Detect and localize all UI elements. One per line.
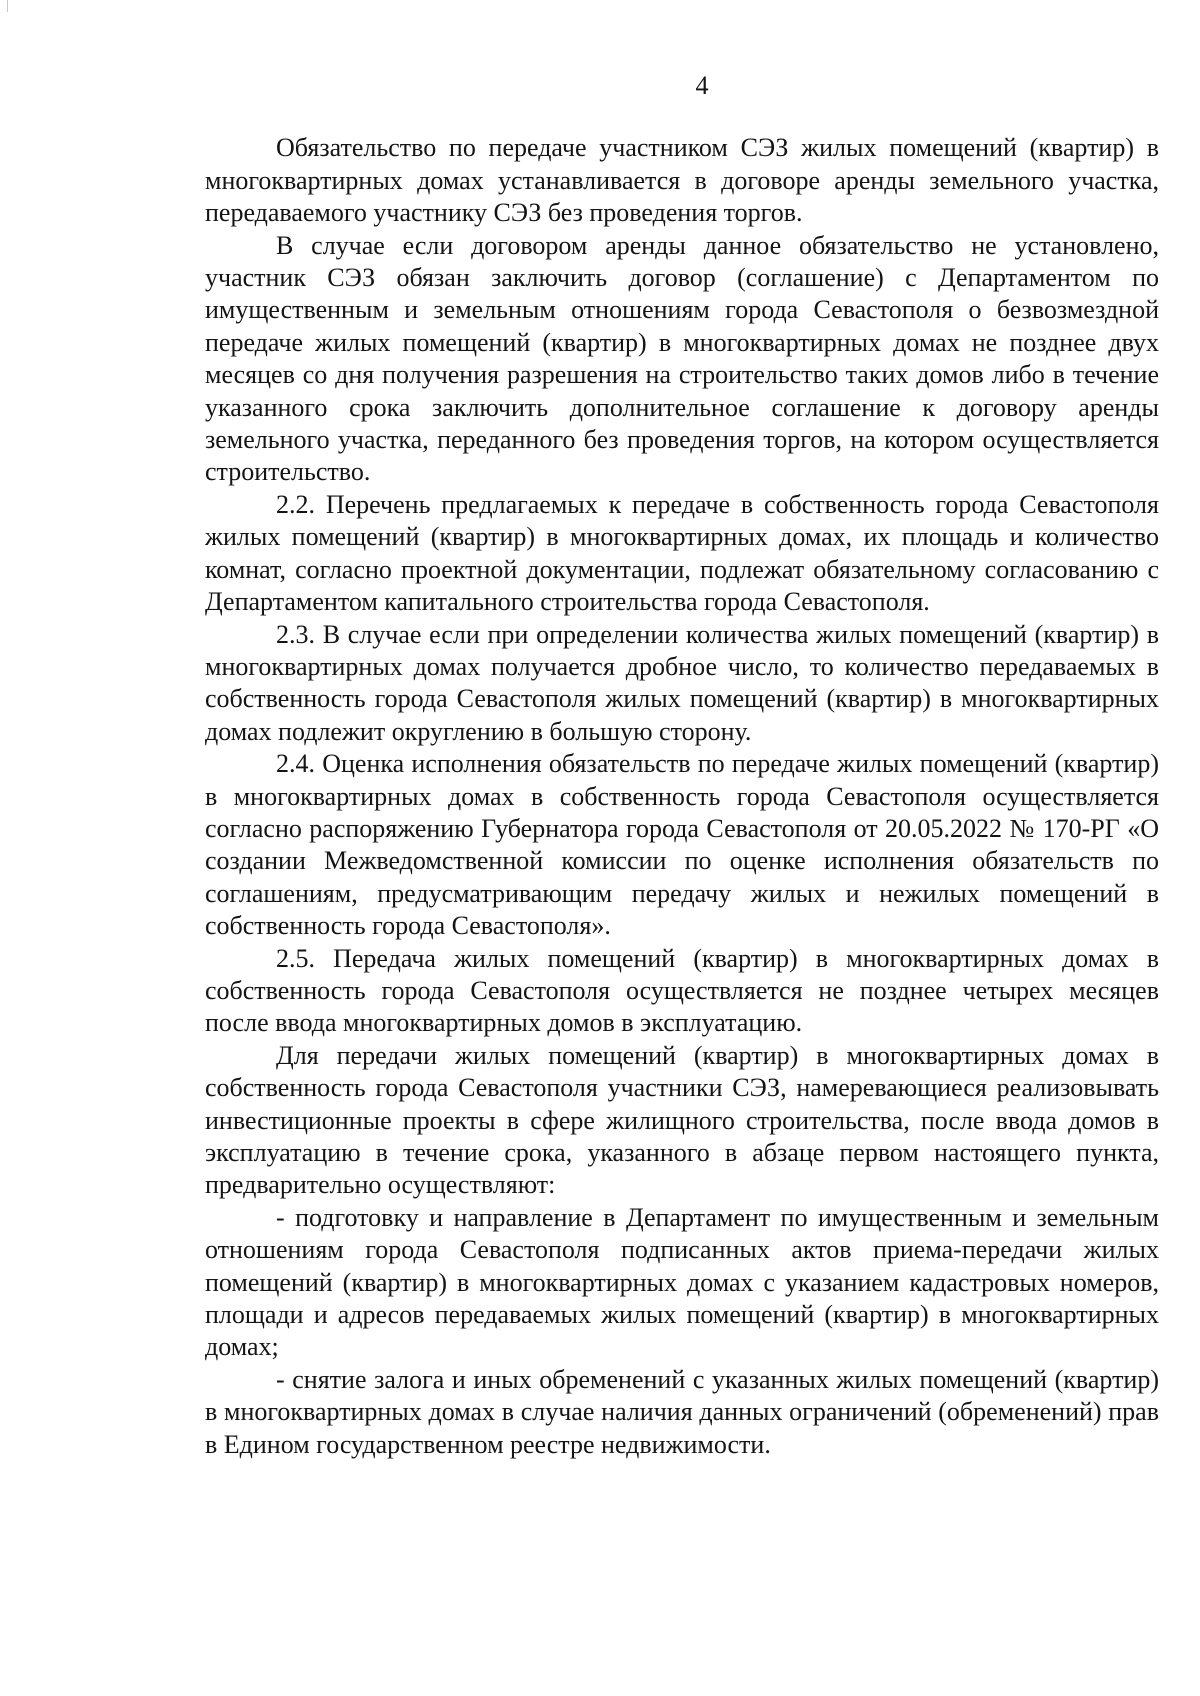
- scan-edge-mark: [7, 0, 8, 12]
- list-item-acts-submission: - подготовку и направление в Департамент по имущественным и земельным отношениям города Севастополя подписанных актов приема-передачи жилых помещений (квартир) в многоквартирных домах с указанием кадастровых номеров, площади и адресов передаваемых жилых помещений (квартир) в многоквартирных домах;: [205, 1202, 1159, 1362]
- page-number: 4: [695, 71, 709, 100]
- paragraph-2-5-transfer-deadline: 2.5. Передача жилых помещений (квартир) в многоквартирных домах в собственность города Севастополя осуществляется не позднее четырех месяцев после ввода многоквартирных домов в эксплуатацию.: [205, 943, 1159, 1038]
- document-page: [205, 70, 1159, 1461]
- paragraph-transfer-preparation: Для передачи жилых помещений (квартир) в многоквартирных домах в собственность города Севастополя участники СЭЗ, намеревающиеся реализовывать инвестиционные проекты в сфере жилищного строительства, после ввода домов в эксплуатацию в течение срока, указанного в абзаце первом настоящего пункта, предварительно осуществляют:: [205, 1040, 1159, 1200]
- paragraph-2-2-list-approval: 2.2. Перечень предлагаемых к передаче в собственность города Севастополя жилых помещений (квартир) в многоквартирных домах, их площадь и количество комнат, согласно проектной документации, подлежат обязательному согласованию с Департаментом капитального строительства города Севастополя.: [205, 489, 1159, 617]
- paragraph-2-4-assessment: 2.4. Оценка исполнения обязательств по передаче жилых помещений (квартир) в многоквартирных домах в собственность города Севастополя осуществляется согласно распоряжению Губернатора города Севастополя от 20.05.2022 № 170-РГ «О создании Межведомственной комиссии по оценке исполнения обязательств по соглашениям, предусматривающим передачу жилых и нежилых помещений в собственность города Севастополя».: [205, 749, 1159, 941]
- paragraph-agreement-department: В случае если договором аренды данное обязательство не установлено, участник СЭЗ обязан заключить договор (соглашение) с Департаментом по имущественным и земельным отношениям города Севастополя о безвозмездной передаче жилых помещений (квартир) в многоквартирных домах не позднее двух месяцев со дня получения разрешения на строительство таких домов либо в течение указанного срока заключить дополнительное соглашение к договору аренды земельного участка, переданного без проведения торгов, на котором осуществляется строительство.: [205, 230, 1159, 487]
- list-item-encumbrance-removal: - снятие залога и иных обременений с указанных жилых помещений (квартир) в многоквартирных домах в случае наличия данных ограничений (обременений) прав в Едином государственном реестре недвижимости.: [205, 1364, 1159, 1459]
- paragraph-obligation-lease: Обязательство по передаче участником СЭЗ жилых помещений (квартир) в многоквартирных домах устанавливается в договоре аренды земельного участка, передаваемого участнику СЭЗ без проведения торгов.: [205, 133, 1159, 228]
- paragraph-2-3-rounding: 2.3. В случае если при определении количества жилых помещений (квартир) в многоквартирных домах получается дробное число, то количество передаваемых в собственность города Севастополя жилых помещений (квартир) в многоквартирных домах подлежит округлению в большую сторону.: [205, 619, 1159, 746]
